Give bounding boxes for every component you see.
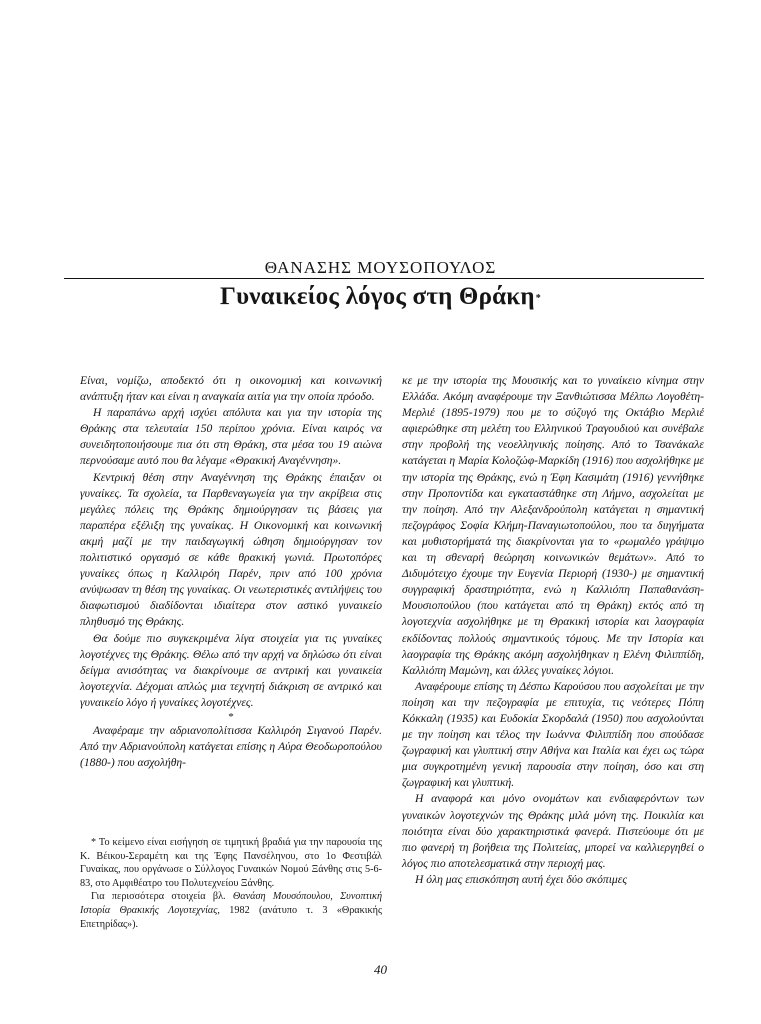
title-footnote-marker: *: [535, 293, 541, 304]
title-text: Γυναικείος λόγος στη Θράκη: [220, 283, 535, 310]
paragraph: Η όλη μας επισκόπηση αυτή έχει δύο σκόπιμες: [415, 872, 628, 886]
left-text-column: [80, 373, 382, 771]
footnote: [80, 890, 382, 931]
paragraph: κε με την ιστορία της Μουσικής και το γυναίκειο κίνημα στην Ελλάδα. Ακόμη αναφέρουμε την Ξανθιώτισσα Μέλπω Λογοθέτη-Μερλιέ (1895-1979) που με το σύζυγό της Οκτάβιο Μερλιέ αφιερώθηκε στη μελέτη του Ελληνικού Τραγουδιού και συνέβαλε στην προβολή της νεοελληνικής ποίησης. Από το Τσανάκαλε κατάγεται η Μαρία Κολοζώφ-Μαρκίδη (1916) που ασχολήθηκε με την ιστορία της Θράκης, ενώ η Έφη Κασιμάτη (1916) γεννήθηκε στην Προποντίδα και εγκαταστάθηκε στη Λήμνο, ασχολείται με την ποίηση. Από την Αλεξανδρούπολη κατάγεται η σημαντική πεζογράφος Σοφία Κλήμη-Παναγιωτοπούλου, που τα διηγήματα και μυθιστορήματά της διακρίνονται για το «ρωμαλέο γράψιμο και τη σθεναρή θεώρηση κοινωνικών θεμάτων». Από το Διδυμότειχο έχουμε την Ευγενία Περιορή (1930-) με σημαντική συγγραφική δραστηριότητα, ενώ η Καλλιόπη Παπαθανάση-Μουσιοπούλου (που κατάγεται από τη Θράκη) εκτός από τη λογοτεχνία ασχολήθηκε με τη Θρακική ιστορία και λαογραφία εκδίδοντας πολλούς σημαντικούς τόμους. Με την Ιστορία και λαογραφία της Θράκης ακόμη ασχολήθηκαν η Ελένη Φιλιππίδη, Καλλιόπη Μαμώνη, και άλλες γυναίκες λόγιοι.: [402, 374, 704, 677]
right-text-column: [402, 373, 704, 888]
paragraph: Θα δούμε πιο συγκεκριμένα λίγα στοιχεία για τις γυναίκες λογοτέχνες της Θράκης. Θέλω από την αρχή να δηλώσω ότι είναι δείγμα ανισότητας να διακρίνουμε σε αντρική και γυναικεία λογοτεχνία. Δέχομαι απλώς μια τεχνητή διάκριση σε αντρικό και γυναικείο λόγο ή γυναίκες λογοτέχνες.: [80, 631, 382, 709]
page-number: 40: [374, 962, 387, 977]
header-rule: [64, 278, 704, 279]
footnote-prefix: Για περισσότερα στοιχεία βλ.: [91, 891, 233, 903]
paragraph: Αναφέραμε την αδριανοπολίτισσα Καλλιρόη Σιγανού Παρέν. Από την Αδριανούπολη κατάγεται επίσης η Αύρα Θεοδωροπούλου (1880-) που ασχολήθη-: [80, 723, 382, 770]
author-name: ΘΑΝΑΣΗΣ ΜΟΥΣΟΠΟΥΛΟΣ: [264, 258, 497, 277]
paragraph: Η παραπάνω αρχή ισχύει απόλυτα και για την ιστορία της Θράκης στα τελευταία 150 περίπου χρόνια. Είναι καιρός να συνειδητοποιήσουμε πια ότι στη Θράκη, στα μέσα του 19 αιώνα περνούσαμε αυτό που θα λέγαμε «Θρακική Αναγέννηση».: [80, 406, 382, 468]
footnotes: [80, 836, 382, 931]
article-title: [0, 281, 761, 313]
paragraph: Αναφέρουμε επίσης τη Δέσπω Καρούσου που ασχολείται με την ποίηση και την πεζογραφία με επιτυχία, τις νεότερες Πόπη Κόκκαλη (1935) και Ευδοκία Σκορδαλά (1950) που ασχολούνται με την ποίηση και τέλος την Ιωάννα Φιλιππίδη που σπούδασε ζωγραφική και γλυπτική στην Αθήνα και Ιταλία και έχει ως τώρα μια συγκροτημένη γενική παρουσία στην ποίηση, όσο και στη ζωγραφική και γλυπτική.: [402, 679, 704, 790]
paragraph: Είναι, νομίζω, αποδεκτό ότι η οικονομική και κοινωνική ανάπτυξη ήταν και είναι η αναγκαία αιτία για την οποία πρόοδο.: [80, 374, 382, 404]
footnote-reference-title: Θανάση Μουσόπουλου, Συνοπτική Ιστορία Θρακικής Λογοτεχνίας: [80, 891, 383, 916]
footnote-suffix: , 1982 (ανάτυπο τ. 3 «Θρακικής Επετηρίδας»).: [80, 904, 382, 930]
paragraph: Κεντρική θέση στην Αναγέννηση της Θράκης έπαιξαν οι γυναίκες. Τα σχολεία, τα Παρθεναγωγεία για την ακρίβεια στις μεγάλες πόλεις της Θράκης δημιούργησαν τις βάσεις για παραπέρα εξέλιξη της γυναίκας. Η Οικονομική και κοινωνική ακμή μαζί με την παιδαγωγική ώθηση δημιούργησαν τον πολιτιστικό οργασμό σε κάθε θρακική γωνιά. Πρωτοπόρες γυναίκες όπως η Καλλιρόη Παρέν, πριν από 100 χρόνια ανύψωσαν τη θέση της γυναίκας. Οι νεωτεριστικές αντιλήψεις του διαφωτισμού διαδίδονται ιδιαίτερα στον αστικό γυναικείο πληθυσμό της Θράκης.: [80, 470, 382, 629]
section-separator: *: [228, 710, 234, 723]
paragraph: Η αναφορά και μόνο ονομάτων και ενδιαφερόντων των γυναικών λογοτεχνών της Θράκης μιλά μόνη της. Ποικιλία και ποιότητα είναι δύο χαρακτηριστικά φανερά. Πιστεύουμε ότι με πιο φανερή τη βοήθεια της Πολιτείας, μπορεί να καλλιεργηθεί ο λόγος πιο αποτελεσματικά στην περιοχή μας.: [402, 792, 704, 870]
footnote: * Το κείμενο είναι εισήγηση σε τιμητική βραδιά για την παρουσία της Κ. Βέικου-Σεραμέτη και της Έφης Πανσέληνου, στο 1ο Φεστιβάλ Γυναίκας, που οργάνωσε ο Σύλλογος Γυναικών Νομού Ξάνθης στις 5-6-83, στο Αμφιθέατρο του Πολυτεχνείου Ξάνθης.: [80, 837, 382, 889]
